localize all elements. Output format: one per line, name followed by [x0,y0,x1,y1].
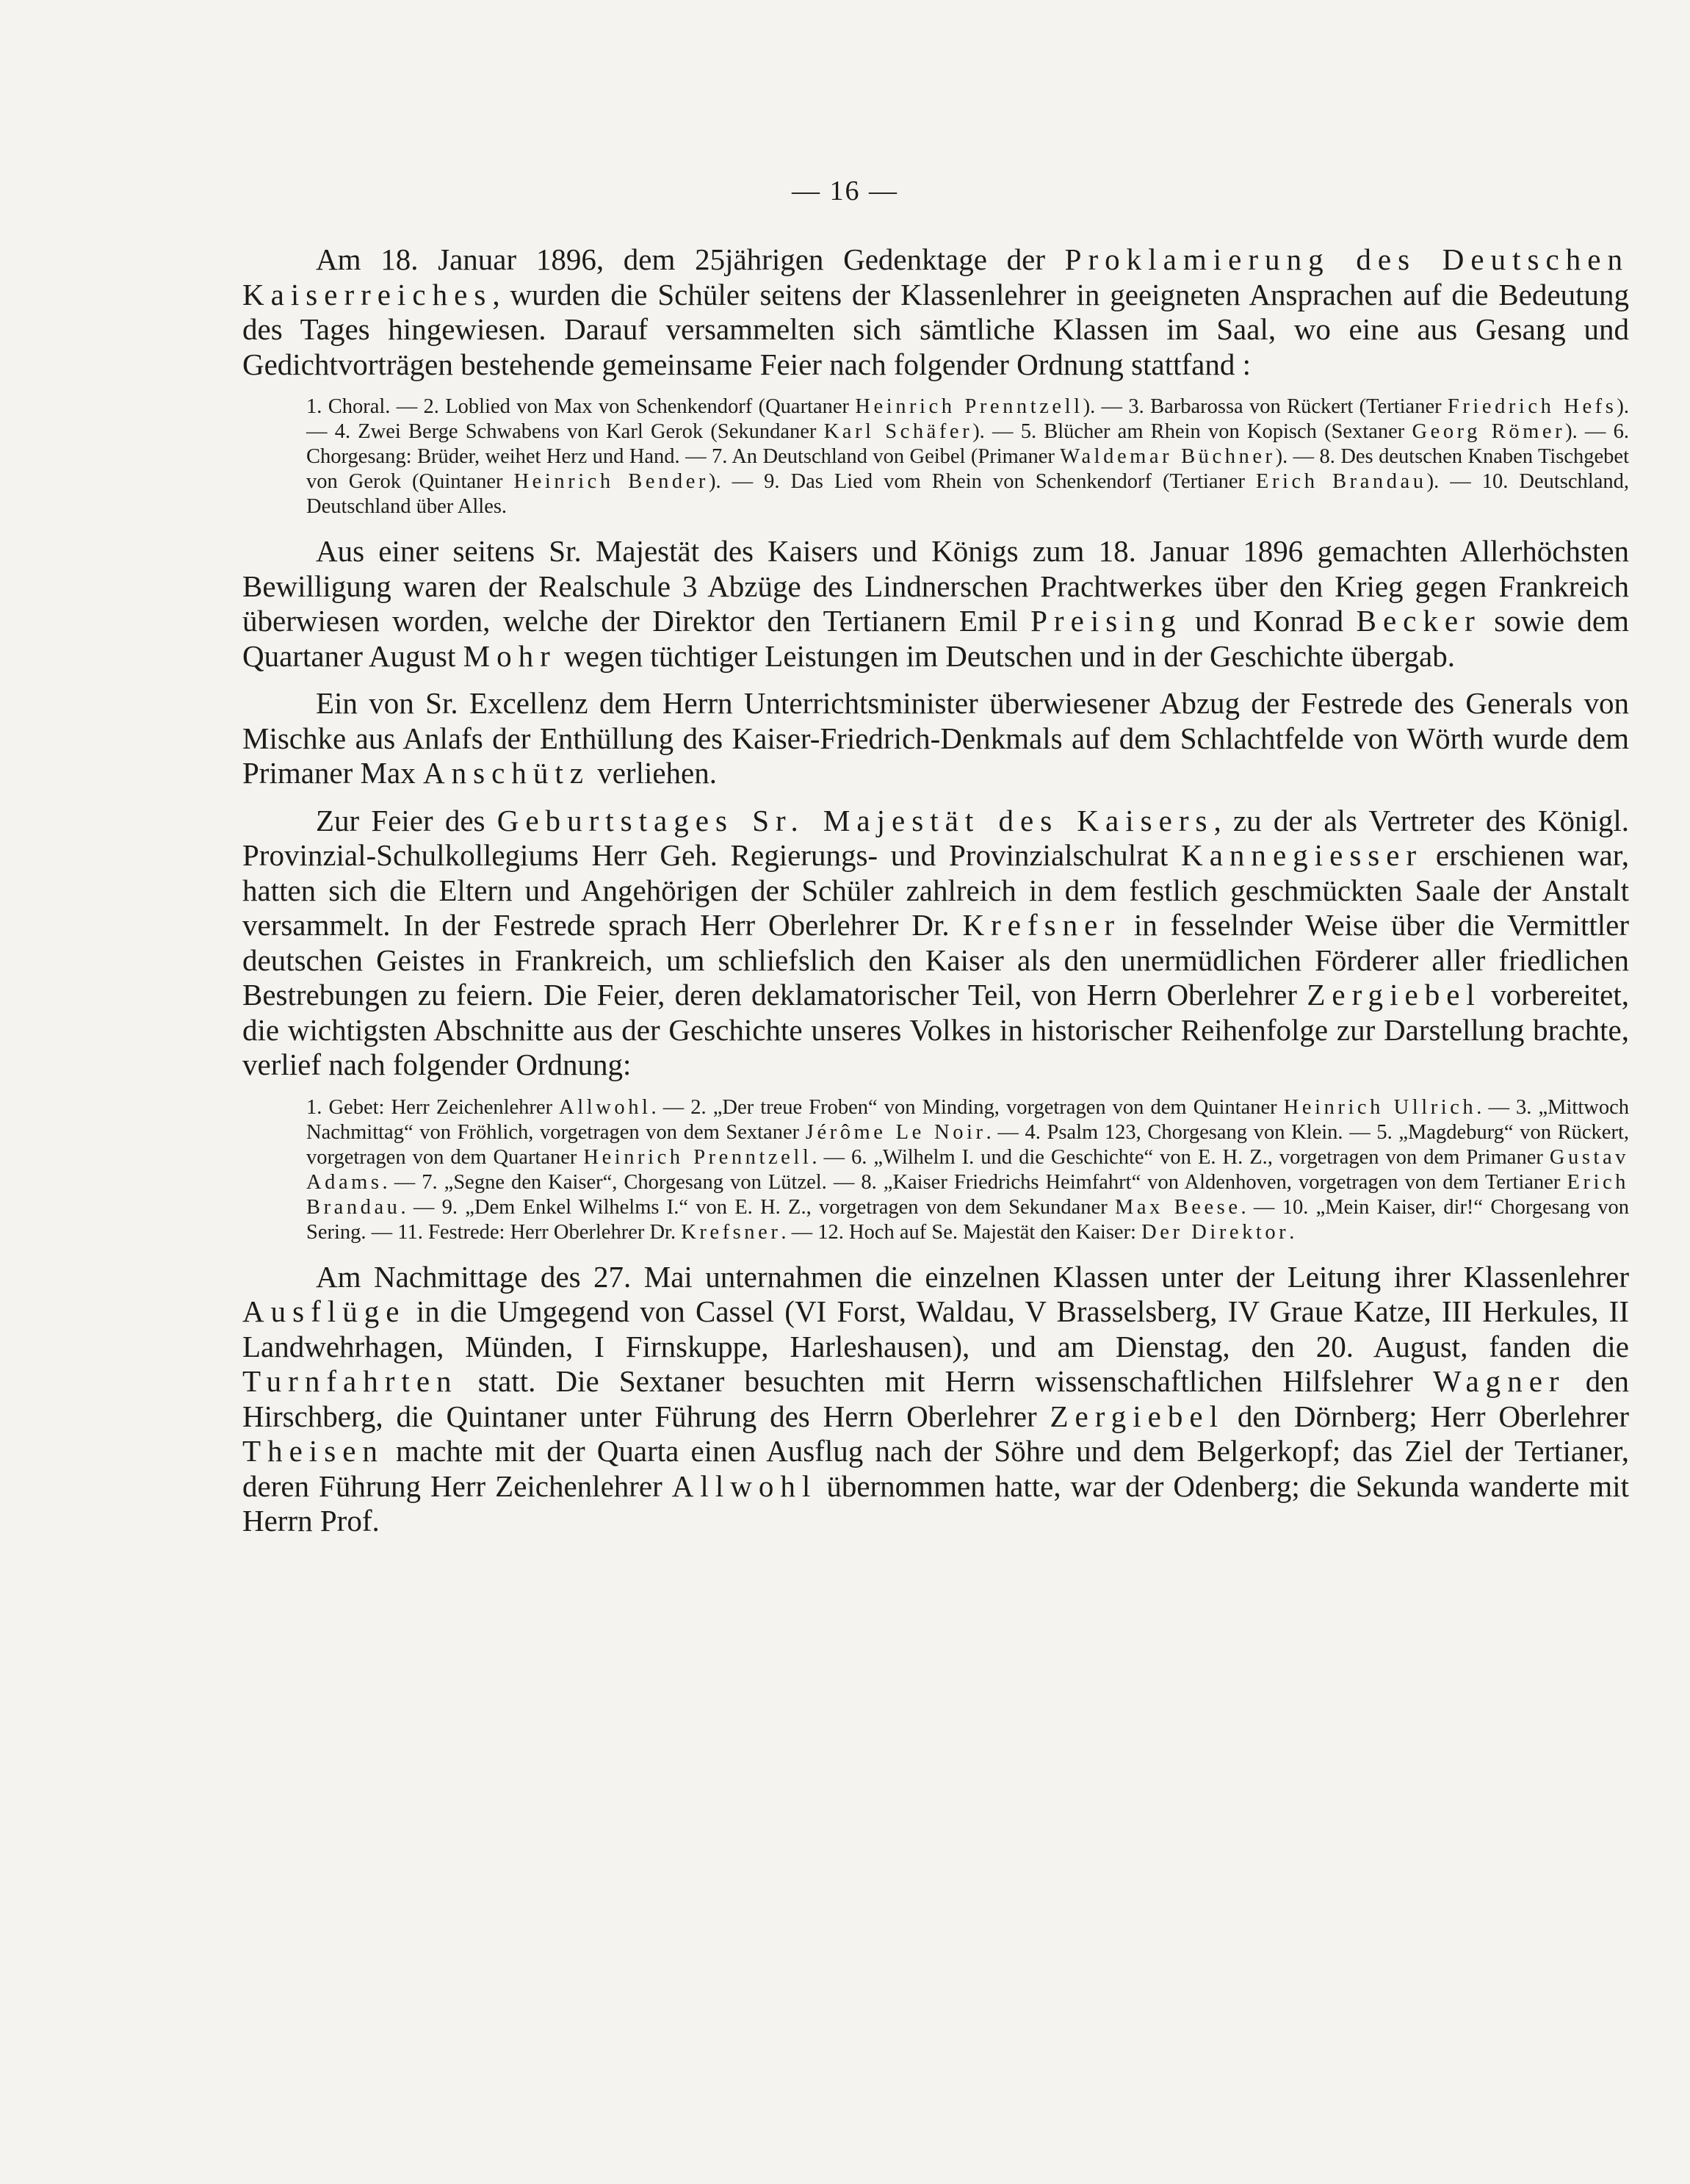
text-run: Am 18. Januar 1896, dem 25jährigen Gedenktage der [316,242,1065,276]
text-run: wegen tüchtiger Leistungen im Deutschen und in der Geschichte übergab. [556,638,1455,673]
program-list-january [242,394,1629,519]
spaced-name: Mohr [463,638,557,673]
spaced-name: Allwohl [559,1095,651,1119]
spaced-name: Max Beese [1114,1195,1241,1219]
text-run: in die Umgegend von Cassel (VI Forst, Waldau, V Brasselsberg, IV Graue Katze, III Herkules, II Landwehrhagen, Münden, I Firnskuppe, Harleshausen), und am Dienstag, den 20. August, fanden die [242,1294,1629,1363]
text-run: ). — 4. Zwei Berge Schwabens von Karl Gerok (Sekundaner [306,395,1629,443]
spaced-name: Jérôme Le Noir [805,1120,986,1144]
text-run: und Konrad [1182,604,1357,638]
body-text [242,242,1629,1551]
spaced-emphasis: Proklamierung des Deutschen Kaiserreiches [242,242,1629,311]
spaced-name: Zergiebel [1307,978,1481,1012]
spaced-name: Heinrich Prenntzell [583,1145,812,1169]
text-run: den Hirschberg, die Quintaner unter Führung des Herrn Oberlehrer [242,1364,1629,1433]
text-run: , wurden die Schüler seitens der Klassenlehrer in geeigneten Ansprachen auf die Bedeutung des Tages hingewiesen. Darauf versammelten sich sämtliche Klassen im Saal, wo eine aus Gesang und Gedichtvorträgen bestehende gemeinsame Feier nach folgender Ordnung stattfand : [242,277,1629,381]
text-run: statt. Die Sextaner besuchten mit Herrn wissenschaftlichen Hilfslehrer [458,1364,1434,1398]
text-run: verliehen. [589,756,717,790]
text-run: sowie dem Quartaner August [242,604,1629,673]
text-run: ). — 10. Deutschland, Deutschland über Alles. [306,470,1629,518]
text-run: den Dörnberg; Herr Oberlehrer [1224,1399,1629,1433]
text-run: machte mit der Quarta einen Ausflug nach der Söhre und dem Belgerkopf; das Ziel der Tertianer, deren Führung Herr Zeichenlehrer [242,1434,1629,1503]
text-run: . [1289,1220,1295,1244]
spaced-name: Wagner [1433,1364,1566,1398]
spaced-name: Heinrich Prenntzell [855,395,1083,418]
spaced-name: Krefsner [681,1220,781,1244]
text-run: ). — 9. Das Lied vom Rhein von Schenkendorf (Tertianer [708,470,1256,493]
program-list-birthday [242,1095,1629,1245]
text-run: ). — 8. Des deutschen Knaben Tischgebet von Gerok (Quintaner [306,445,1629,493]
spaced-name: Zergiebel [1050,1399,1224,1433]
text-run: . — 4. Psalm 123, Chorgesang von Klein. — 5. „Magdeburg“ von Rückert, vorgetragen von dem Quartaner [306,1120,1629,1169]
spaced-name: Erich Brandau [1256,470,1427,493]
spaced-name: Anschütz [422,756,590,790]
spaced-name: Allwohl [671,1468,817,1503]
spaced-name: Erich Brandau [306,1170,1629,1219]
paragraph-lindner-award [242,534,1629,674]
paragraph-birthday-celebration [242,804,1629,1083]
text-run: . — 2. „Der treue Froben“ von Minding, vorgetragen von dem Quintaner [651,1095,1284,1119]
spaced-emphasis: Turnfahrten [242,1364,458,1398]
spaced-name: Der Direktor [1141,1220,1290,1244]
spaced-name: Karl Schäfer [823,420,973,443]
spaced-name: Heinrich Ullrich [1283,1095,1477,1119]
spaced-emphasis: Ausflüge [242,1294,406,1328]
spaced-name: Gustav Adams [306,1145,1629,1194]
spaced-name: Theisen [242,1434,384,1468]
text-run: 1. Gebet: Herr Zeichenlehrer [306,1095,560,1119]
spaced-name: Kannegiesser [1181,838,1423,872]
text-run: erschienen war, hatten sich die Eltern und Angehörigen der Schüler zahlreich in dem festlich geschmückten Saale der Anstalt versammelt. In der Festrede sprach Herr Oberlehrer Dr. [242,838,1629,942]
spaced-name: Friedrich Hefs [1447,395,1617,418]
text-run: . — 7. „Segne den Kaiser“, Chorgesang von Lützel. — 8. „Kaiser Friedrichs Heimfahrt“ von Aldenhoven, vorgetragen von dem Tertianer [382,1170,1567,1194]
text-run: . — 6. „Wilhelm I. und die Geschichte“ von E. H. Z., vorgetragen von dem Primaner [812,1145,1550,1169]
paragraph-excursions [242,1260,1629,1539]
text-run: Aus einer seitens Sr. Majestät des Kaisers und Königs zum 18. Januar 1896 gemachten Allerhöchsten Bewilligung waren der Realschule 3 Abzüge des Lindnerschen Prachtwerkes über den Krieg gegen Frankreich überwiesen worden, welche der Direktor den Tertianern Emil [242,534,1629,638]
text-run: Ein von Sr. Excellenz dem Herrn Unterrichtsminister überwiesener Abzug der Festrede des Generals von Mischke aus Anlafs der Enthüllung des Kaiser-Friedrich-Denkmals auf dem Schlachtfelde von Wörth wurde dem Primaner Max [242,686,1629,790]
paragraph-proclamation [242,242,1629,382]
text-run: . — 3. „Mittwoch Nachmittag“ von Fröhlich, vorgetragen von dem Sextaner [306,1095,1630,1144]
spaced-name: Heinrich Bender [513,470,709,493]
text-run: ). — 6. Chorgesang: Brüder, weihet Herz und Hand. — 7. An Deutschland von Geibel (Primaner [306,420,1630,468]
text-run: vorbereitet, die wichtigsten Abschnitte aus der Geschichte unseres Volkes in historischer Reihenfolge zur Darstellung brachte, verlief nach folgender Ordnung: [242,978,1629,1081]
text-run: . — 9. „Dem Enkel Wilhelms I.“ von E. H. Z., vorgetragen von dem Sekundaner [400,1195,1115,1219]
text-run: in fesselnder Weise über die Vermittler deutschen Geistes in Frankreich, um schliefslich den Kaiser als den unermüdlichen Förderer aller friedlichen Bestrebungen zu feiern. Die Feier, deren deklamatorischer Teil, von Herrn Oberlehrer [242,908,1629,1012]
text-run: 1. Choral. — 2. Loblied von Max von Schenkendorf (Quartaner [306,395,856,418]
text-run: Am Nachmittage des 27. Mai unternahmen die einzelnen Klassen unter der Leitung ihrer Klassenlehrer [316,1259,1629,1294]
page-number: — 16 — [792,176,898,206]
spaced-name: Krefsner [962,908,1122,942]
text-run: übernommen hatte, war der Odenberg; die Sekunda wanderte mit Herrn Prof. [242,1468,1629,1538]
text-run: . — 10. „Mein Kaiser, dir!“ Chorgesang von Sering. — 11. Festrede: Herr Oberlehrer Dr. [306,1195,1629,1244]
spaced-name: Preising [1030,604,1182,638]
paragraph-festrede-award [242,686,1629,791]
text-run: ). — 5. Blücher am Rhein von Kopisch (Sextaner [972,420,1412,443]
text-run: , zu der als Vertreter des Königl. Provinzial-Schulkollegiums Herr Geh. Regierungs- und Provinzialschulrat [242,803,1630,872]
spaced-name: Georg Römer [1412,420,1566,443]
text-run: . — 12. Hoch auf Se. Majestät den Kaiser: [781,1220,1142,1244]
text-run: Zur Feier des [316,803,497,837]
spaced-emphasis: Geburtstages Sr. Majestät des Kaisers [496,803,1214,837]
spaced-name: Waldemar Büchner [1060,445,1276,468]
spaced-name: Becker [1356,604,1481,638]
text-run: ). — 3. Barbarossa von Rückert (Tertianer [1083,395,1448,418]
